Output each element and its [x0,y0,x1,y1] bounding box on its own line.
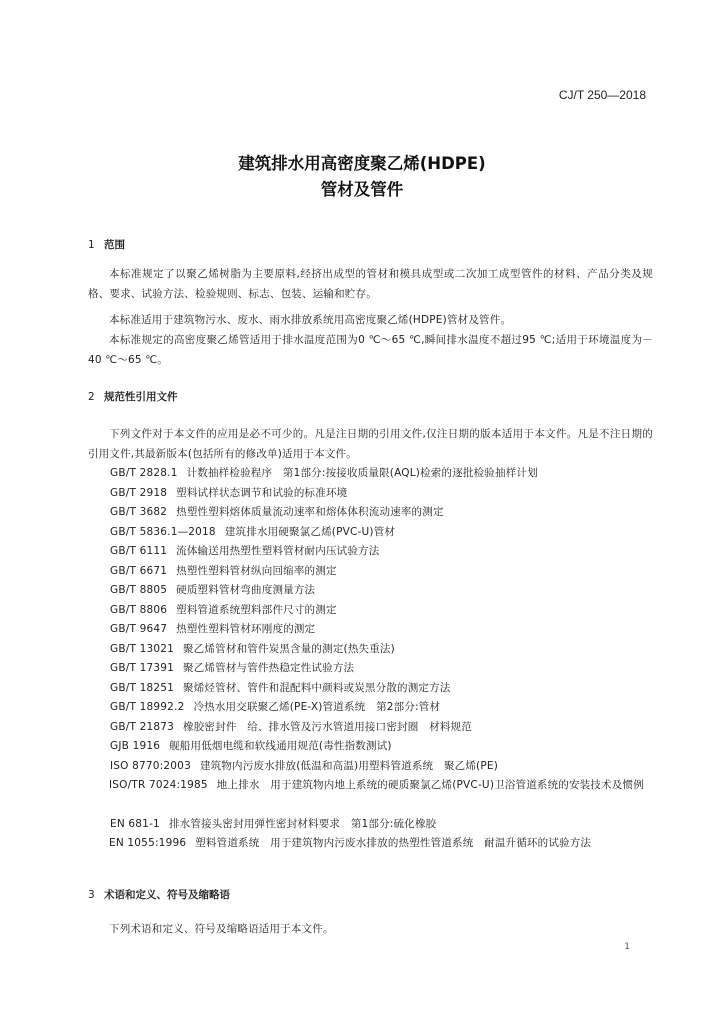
reference-code: GB/T 17391 [110,662,175,674]
section-number: 1 [88,239,95,251]
reference-title: 排水管接头密封用弹性密封材料要求 第1部分:硫化橡胶 [168,818,437,830]
reference-code: GB/T 18251 [110,682,175,694]
reference-code: ISO/TR 7024:1985 [109,779,208,791]
reference-item [110,757,498,777]
scope-paragraph-1: 本标准规定了以聚乙烯树脂为主要原料,经挤出成型的管材和模具成型或二次加工成型管件的材料、产品分类及规格、要求、试验方法、检验规则、标志、包装、运输和贮存。 [88,268,653,300]
reference-code: GB/T 2828.1 [110,467,178,479]
reference-code: GB/T 13021 [110,643,175,655]
reference-item [110,601,337,621]
reference-title: 塑料管道系统 用于建筑物内污废水排放的热塑性管道系统 耐温升循环的试验方法 [195,837,592,849]
section-1-heading [88,237,125,252]
reference-code: EN 681-1 [110,818,160,830]
reference-code: GB/T 9647 [110,623,168,635]
reference-title: 建筑物内污废水排放(低温和高温)用塑料管道系统 聚乙烯(PE) [199,760,499,772]
reference-item [110,815,436,835]
reference-item [110,718,472,738]
section-2-heading [88,389,178,404]
reference-item [110,484,347,504]
document-title-line2: 管材及管件 [320,180,404,199]
standard-code: CJ/T 250—2018 [558,88,646,102]
scope-paragraph-2: 本标准适用于建筑物污水、废水、雨水排放系统用高密度聚乙烯(HDPE)管材及管件。 [109,314,512,326]
reference-code: GB/T 21873 [110,721,175,733]
reference-code: ISO 8770:2003 [110,760,191,772]
reference-item [110,659,354,679]
reference-title: 聚烯烃管材、管件和混配料中颜料或炭黑分散的测定方法 [183,682,451,694]
reference-code: GB/T 2918 [110,487,168,499]
section-title: 术语和定义、符号及缩略语 [104,889,230,901]
reference-title: 建筑排水用硬聚氯乙烯(PVC-U)管材 [224,526,396,538]
reference-code: GB/T 5836.1—2018 [110,526,216,538]
reference-item [110,464,538,484]
reference-item [110,640,395,660]
page-number: 1 [624,942,630,952]
reference-code: GB/T 18992.2 [110,701,185,713]
reference-title: 热塑性塑料管材环刚度的测定 [176,623,316,635]
reference-title: 热塑性塑料管材纵向回缩率的测定 [176,565,337,577]
reference-title: 流体输送用热塑性塑料管材耐内压试验方法 [176,545,380,557]
section-title: 范围 [104,239,125,251]
reference-title: 热塑性塑料熔体质量流动速率和熔体体积流动速率的测定 [176,506,444,518]
section-3-heading [88,887,230,902]
reference-code: GB/T 3682 [110,506,168,518]
section-title: 规范性引用文件 [104,391,178,403]
reference-title: 计数抽样检验程序 第1部分:按接收质量限(AQL)检索的逐批检验抽样计划 [186,467,538,479]
section-number: 2 [88,391,95,403]
reference-title: 聚乙烯管材与管件热稳定性试验方法 [183,662,355,674]
scope-paragraph-3: 本标准规定的高密度聚乙烯管适用于排水温度范围为0 ℃～65 ℃,瞬间排水温度不超过95 ℃;适用于环境温度为－40 ℃～65 ℃。 [88,334,653,366]
reference-code: GJB 1916 [110,740,161,752]
reference-item [110,562,337,582]
reference-item [110,523,395,543]
terms-intro: 下列术语和定义、符号及缩略语适用于本文件。 [109,923,334,935]
reference-item [110,737,392,757]
reference-item [110,581,315,601]
reference-item [110,542,379,562]
reference-item-wrapped [88,834,653,854]
reference-title: 橡胶密封件 给、排水管及污水管道用接口密封圈 材料规范 [183,721,472,733]
document-title-line1: 建筑排水用高密度聚乙烯(HDPE) [238,154,486,173]
reference-title: 冷热水用交联聚乙烯(PE-X)管道系统 第2部分:管材 [193,701,441,713]
reference-item [110,503,444,523]
reference-title: 聚乙烯管材和管件炭黑含量的测定(热失重法) [183,643,395,655]
reference-code: GB/T 6111 [110,545,168,557]
reference-item [110,679,451,699]
reference-code: GB/T 6671 [110,565,168,577]
reference-title: 塑料管道系统塑料部件尺寸的测定 [176,604,337,616]
reference-item [110,620,315,640]
reference-title: 塑料试样状态调节和试验的标准环境 [176,487,348,499]
reference-title: 硬质塑料管材弯曲度测量方法 [176,584,316,596]
section-number: 3 [88,889,95,901]
reference-item [110,698,440,718]
reference-item-wrapped [88,776,653,796]
reference-title: 舰船用低烟电缆和软线通用规范(毒性指数测试) [169,740,392,752]
reference-code: GB/T 8805 [110,584,168,596]
reference-code: GB/T 8806 [110,604,168,616]
normative-refs-intro: 下列文件对于本文件的应用是必不可少的。凡是注日期的引用文件,仅注日期的版本适用于本文件。凡是不注日期的引用文件,其最新版本(包括所有的修改单)适用于本文件。 [88,428,653,460]
reference-title: 地上排水 用于建筑物内地上系统的硬质聚氯乙烯(PVC-U)卫浴管道系统的安装技术及惯例 [216,779,644,791]
reference-code: EN 1055:1996 [109,837,187,849]
